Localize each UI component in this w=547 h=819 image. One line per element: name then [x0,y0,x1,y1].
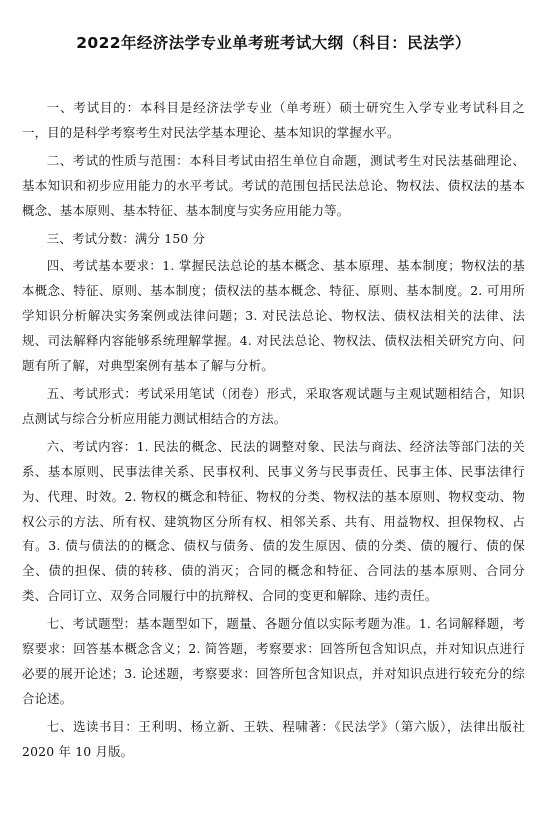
paragraph-basic-requirements: 四、考试基本要求：1. 掌握民法总论的基本概念、基本原理、基本制度；物权法的基本概念、特征、原则、基本制度；债权法的基本概念、特征、原则、基本制度。2. 可用所学知识分析解决实务案例或法律问题；3. 对民法总论、物权法、债权法相关的法律、法规、司法解释内容能够系统理解掌握。4. 对民法总论、物权法、债权法相关研究方向、问题有所了解，对典型案例有基本了解与分析。 [22,258,525,374]
paragraph-question-types: 七、考试题型：基本题型如下，题量、各题分值以实际考题为准。1. 名词解释题，考察要求：回答基本概念含义；2. 简答题，考察要求：回答所包含知识点，并对知识点进行必要的展开论述；3. 论述题，考察要求：回答所包含知识点，并对知识点进行较充分的综合论述。 [22,616,525,706]
document-title: 2022年经济法学专业单考班考试大纲（科目：民法学） [76,34,471,52]
paragraph-exam-content: 六、考试内容：1. 民法的概念、民法的调整对象、民法与商法、经济法等部门法的关系、基本原则、民事法律关系、民事权利、民事义务与民事责任、民事主体、民事法律行为、代理、时效。2. 物权的概念和特征、物权的分类、物权法的基本原则、物权变动、物权公示的方法、所有权、建筑物区分所有权、相邻关系、共有、用益物权、担保物权、占有。3. 债与债法的的概念、债权与债务、债的发生原因、债的分类、债的履行、债的保全、债的担保、债的转移、债的消灭；合同的概念和特征、合同法的基本原则、合同分类、合同订立、双务合同履行中的抗辩权、合同的变更和解除、违约责任。 [22,438,525,604]
paragraph-exam-nature-scope: 二、考试的性质与范围：本科目考试由招生单位自命题，测试考生对民法基础理论、基本知识和初步应用能力的水平考试。考试的范围包括民法总论、物权法、债权法的基本概念、基本原则、基本特征、基本制度与实务应用能力等。 [22,152,525,218]
paragraph-exam-score: 三、考试分数：满分 150 分 [46,230,206,246]
paragraph-reading-list: 七、选读书目：王利明、杨立新、王轶、程啸著：《民法学》（第六版），法律出版社 2020 年 10 月版。 [22,718,525,759]
paragraph-exam-format: 五、考试形式：考试采用笔试（闭卷）形式，采取客观试题与主观试题相结合，知识点测试与综合分析应用能力测试相结合的方法。 [22,385,525,426]
paragraph-exam-purpose: 一、考试目的：本科目是经济法学专业（单考班）硕士研究生入学专业考试科目之一，目的是科学考察考生对民法学基本理论、基本知识的掌握水平。 [22,100,525,140]
document-body [22,96,525,765]
